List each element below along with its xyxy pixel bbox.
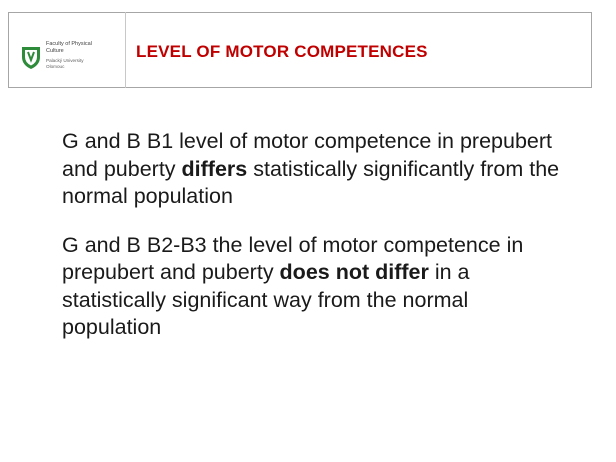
- paragraph-b1-post: statistically significantly from the normal population: [62, 156, 560, 208]
- logo-text: [46, 41, 116, 69]
- paragraph-b1-bold: differs: [181, 156, 248, 181]
- paragraph-b1-pre: G and B B1 level of motor competence in prepubert and puberty: [62, 129, 552, 181]
- paragraph-b2-b3-pre: G and B B2-B3 the level of motor competence in prepubert and puberty: [62, 232, 524, 284]
- faculty-logo: [20, 41, 120, 84]
- slide-title: LEVEL OF MOTOR COMPETENCES: [136, 42, 428, 61]
- logo-line-3: Palacký University: [46, 58, 84, 63]
- logo-line-1: Faculty of Physical: [46, 41, 92, 47]
- slide-body: [62, 128, 572, 363]
- logo-line-2: Culture: [46, 47, 64, 54]
- paragraph-b2-b3: [62, 232, 572, 342]
- header-divider: [125, 12, 126, 88]
- paragraph-b2-b3-bold: does not differ: [279, 260, 429, 284]
- logo-line-4: Olomouc: [46, 63, 65, 69]
- paragraph-b2-b3-post: in a statistically significant way from the normal population: [62, 260, 470, 339]
- paragraph-b1: [62, 128, 572, 211]
- faculty-shield-icon: [20, 44, 42, 70]
